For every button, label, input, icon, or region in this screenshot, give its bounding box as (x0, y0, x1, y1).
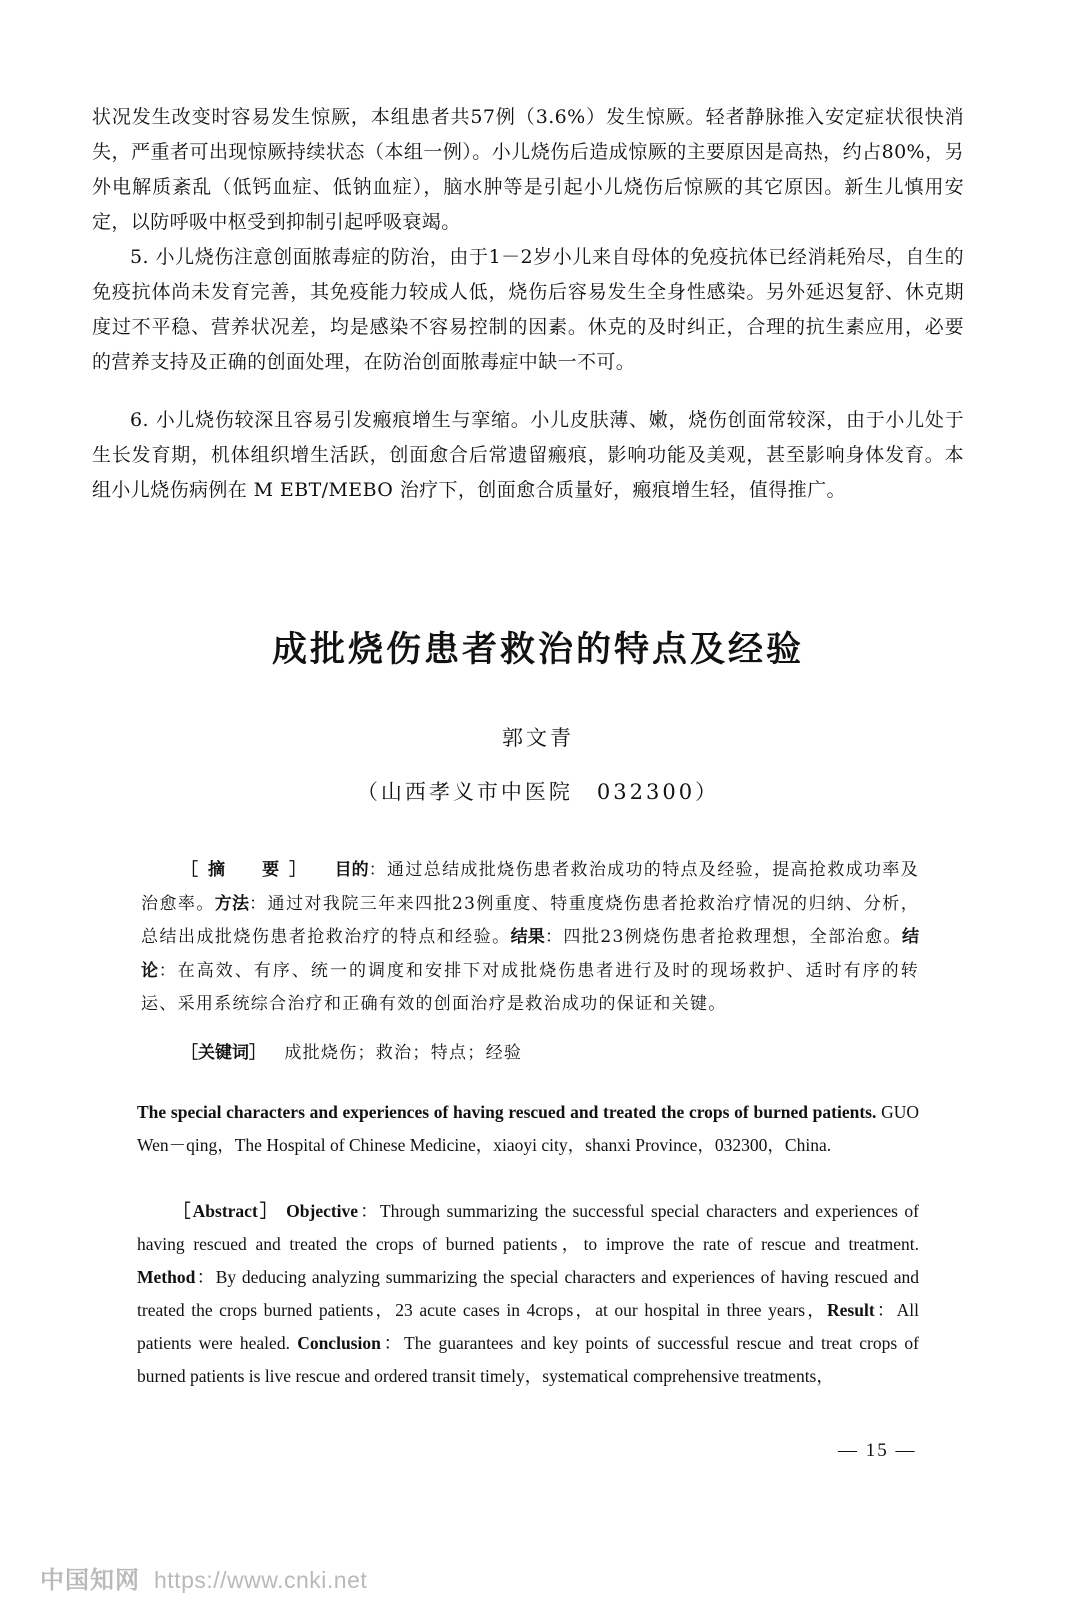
paragraph-6: 6. 小儿烧伤较深且容易引发瘢痕增生与挛缩。小儿皮肤薄、嫩，烧伤创面常较深，由于小儿处于生长发育期，机体组织增生活跃，创面愈合后常遗留瘢痕，影响功能及美观，甚至影响身体发育。本组小儿烧伤病例在 M EBT/MEBO 治疗下，创面愈合质量好，瘢痕增生轻，值得推广。 (92, 409, 964, 501)
english-result-text: ：All patients were healed. (137, 1300, 919, 1353)
method-text: ：通过对我院三年来四批23例重度、特重度烧伤患者抢救治疗情况的归纳、分析，总结出成批烧伤患者抢救治疗的特点和经验。 (141, 893, 919, 947)
english-title: The special characters and experiences of having rescued and treated the crops of burned patients. (137, 1102, 877, 1122)
result-text: ：四批23例烧伤患者抢救理想，全部治愈。 (544, 927, 902, 947)
objective-label: 目的 (334, 860, 369, 880)
conclusion-label: 结论 (141, 927, 919, 981)
cnki-logo: 中国知网 (40, 1566, 140, 1594)
page-number: — 15 — (838, 1440, 917, 1461)
conclusion-text: ：在高效、有序、统一的调度和安排下对成批烧伤患者进行及时的现场救护、适时有序的转运、采用系统综合治疗和正确有效的创面治疗是救治成功的保证和关键。 (141, 960, 920, 1014)
english-title-block (137, 1096, 919, 1162)
keywords-line (181, 1038, 921, 1063)
english-result-label: Result (827, 1300, 875, 1320)
continued-paragraph: 状况发生改变时容易发生惊厥，本组患者共57例（3.6%）发生惊厥。轻者静脉推入安定症状很快消失，严重者可出现惊厥持续状态（本组一例）。小儿烧伤后造成惊厥的主要原因是高热，约占80%，另外电解质紊乱（低钙血症、低钠血症），脑水肿等是引起小儿烧伤后惊厥的其它原因。新生儿慎用安定，以防呼吸中枢受到抑制引起呼吸衰竭。 (92, 106, 964, 233)
objective-text: ：通过总结成批烧伤患者救治成功的特点及经验，提高抢救成功率及治愈率。 (141, 860, 920, 914)
english-abstract (137, 1195, 919, 1393)
english-method-label: Method (137, 1267, 196, 1287)
cnki-watermark (40, 1560, 367, 1595)
article-title: 成批烧伤患者救治的特点及经验 (271, 630, 804, 670)
result-label: 结果 (510, 927, 545, 947)
keywords-label: ［关键词］ (181, 1043, 266, 1063)
author-affiliation: （山西孝义市中医院 032300） (356, 780, 720, 804)
english-abstract-label: ［Abstract］ (173, 1201, 280, 1221)
keywords-text: 成批烧伤；救治；特点；经验 (284, 1043, 523, 1063)
english-objective-text: ：Through summarizing the successful special characters and experiences of having rescued and treated the crops of burned patients，to improve the rate of rescue and treatment. (137, 1201, 920, 1254)
paragraph-5: 5. 小儿烧伤注意创面脓毒症的防治，由于1－2岁小儿来自母体的免疫抗体已经消耗殆尽，自生的免疫抗体尚未发育完善，其免疫能力较成人低，烧伤后容易发生全身性感染。另外延迟复舒、休克期度过不平稳、营养状况差，均是感染不容易控制的因素。休克的及时纠正，合理的抗生素应用，必要的营养支持及正确的创面处理，在防治创面脓毒症中缺一不可。 (92, 246, 964, 373)
chinese-abstract (141, 854, 919, 1022)
cnki-url[interactable]: https://www.cnki.net (154, 1567, 368, 1593)
abstract-label: ［摘 要］ (181, 860, 317, 880)
english-method-text: ：By deducing analyzing summarizing the special characters and experiences of having rescued and treated the crops burned patients，23 acute cases in 4crops，at our hospital in three years， (137, 1267, 919, 1320)
method-label: 方法 (214, 893, 250, 914)
english-objective-label: Objective (286, 1201, 359, 1221)
english-conclusion-text: ：The guarantees and key points of successful rescue and treat crops of burned patients is live rescue and ordered transit timely，systematical comprehensive treatments， (137, 1333, 919, 1386)
article-author: 郭文青 (502, 726, 574, 750)
english-conclusion-label: Conclusion (297, 1333, 381, 1353)
english-byline: GUO Wen－qing，The Hospital of Chinese Medicine，xiaoyi city，shanxi Province，032300，China. (137, 1102, 919, 1155)
